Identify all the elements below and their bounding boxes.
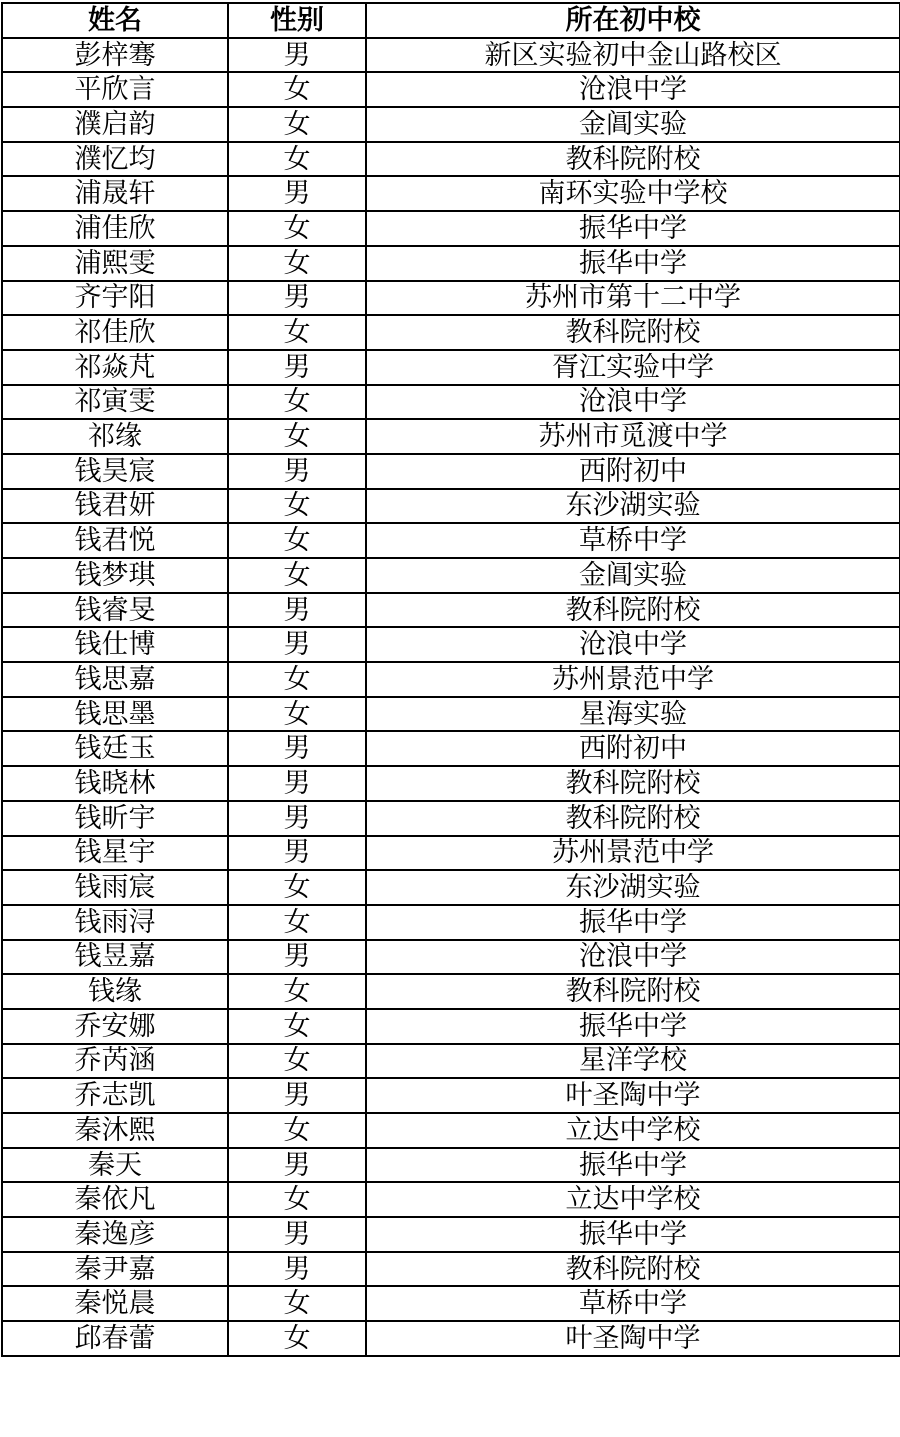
table-row [2,1321,900,1356]
cell-gender: 女 [228,558,366,593]
table-row [2,870,900,905]
cell-gender: 男 [228,1078,366,1113]
table-row [2,281,900,316]
table-row [2,974,900,1009]
table-row [2,523,900,558]
cell-name: 秦天 [2,1148,228,1183]
cell-gender: 男 [228,1148,366,1183]
table-row [2,1252,900,1287]
table-row [2,419,900,454]
cell-school: 草桥中学 [366,1286,900,1321]
table-row [2,593,900,628]
cell-name: 秦依凡 [2,1182,228,1217]
cell-gender: 女 [228,1182,366,1217]
cell-name: 乔芮涵 [2,1044,228,1079]
cell-name: 钱昊宸 [2,454,228,489]
table-row [2,107,900,142]
cell-gender: 男 [228,593,366,628]
table-row [2,142,900,177]
cell-gender: 女 [228,1321,366,1356]
cell-gender: 男 [228,801,366,836]
cell-school: 振华中学 [366,905,900,940]
cell-name: 秦逸彦 [2,1217,228,1252]
cell-school: 沧浪中学 [366,940,900,975]
table-row [2,385,900,420]
cell-school: 教科院附校 [366,974,900,1009]
cell-name: 钱梦琪 [2,558,228,593]
cell-school: 沧浪中学 [366,627,900,662]
cell-name: 濮启韵 [2,107,228,142]
cell-name: 钱君妍 [2,489,228,524]
cell-school: 星海实验 [366,697,900,732]
cell-school: 沧浪中学 [366,385,900,420]
cell-gender: 女 [228,419,366,454]
table-row [2,1009,900,1044]
cell-school: 星洋学校 [366,1044,900,1079]
cell-gender: 女 [228,142,366,177]
cell-name: 濮忆均 [2,142,228,177]
cell-gender: 男 [228,940,366,975]
cell-name: 钱君悦 [2,523,228,558]
cell-gender: 女 [228,72,366,107]
cell-gender: 男 [228,627,366,662]
cell-gender: 女 [228,385,366,420]
cell-school: 振华中学 [366,1217,900,1252]
table-row [2,38,900,73]
table-row [2,1148,900,1183]
cell-name: 秦尹嘉 [2,1252,228,1287]
cell-name: 钱昱嘉 [2,940,228,975]
cell-school: 金阊实验 [366,558,900,593]
cell-gender: 女 [228,870,366,905]
cell-school: 立达中学校 [366,1113,900,1148]
table-row [2,627,900,662]
cell-school: 苏州景范中学 [366,836,900,871]
cell-school: 教科院附校 [366,766,900,801]
cell-gender: 男 [228,176,366,211]
cell-name: 乔志凯 [2,1078,228,1113]
cell-name: 钱缘 [2,974,228,1009]
cell-school: 东沙湖实验 [366,870,900,905]
cell-school: 胥江实验中学 [366,350,900,385]
cell-gender: 男 [228,350,366,385]
cell-name: 秦悦晨 [2,1286,228,1321]
cell-name: 钱廷玉 [2,731,228,766]
cell-gender: 女 [228,974,366,1009]
cell-name: 祁寅雯 [2,385,228,420]
table-row [2,940,900,975]
table-header [2,3,900,38]
cell-school: 西附初中 [366,454,900,489]
cell-name: 钱雨浔 [2,905,228,940]
cell-name: 钱思嘉 [2,662,228,697]
cell-school: 叶圣陶中学 [366,1321,900,1356]
table-row [2,211,900,246]
table-row [2,489,900,524]
cell-school: 振华中学 [366,211,900,246]
cell-gender: 女 [228,1113,366,1148]
cell-name: 祁缘 [2,419,228,454]
cell-gender: 女 [228,315,366,350]
header-school: 所在初中校 [366,3,900,38]
cell-school: 东沙湖实验 [366,489,900,524]
cell-school: 草桥中学 [366,523,900,558]
table-row [2,1113,900,1148]
cell-school: 南环实验中学校 [366,176,900,211]
cell-gender: 男 [228,836,366,871]
cell-school: 叶圣陶中学 [366,1078,900,1113]
cell-name: 钱思墨 [2,697,228,732]
header-name: 姓名 [2,3,228,38]
cell-name: 钱星宇 [2,836,228,871]
cell-gender: 男 [228,1217,366,1252]
cell-gender: 女 [228,523,366,558]
table-row [2,315,900,350]
cell-school: 苏州市觅渡中学 [366,419,900,454]
cell-gender: 男 [228,766,366,801]
cell-school: 金阊实验 [366,107,900,142]
header-row [2,3,900,38]
cell-gender: 女 [228,1286,366,1321]
table-row [2,454,900,489]
cell-school: 教科院附校 [366,315,900,350]
table-row [2,1044,900,1079]
cell-school: 沧浪中学 [366,72,900,107]
table-row [2,558,900,593]
cell-name: 秦沐熙 [2,1113,228,1148]
cell-gender: 女 [228,489,366,524]
table-row [2,905,900,940]
header-gender: 性别 [228,3,366,38]
cell-gender: 女 [228,1009,366,1044]
cell-gender: 男 [228,38,366,73]
cell-school: 立达中学校 [366,1182,900,1217]
table-row [2,176,900,211]
table-row [2,1286,900,1321]
table-row [2,1182,900,1217]
cell-name: 浦熙雯 [2,246,228,281]
cell-school: 振华中学 [366,1009,900,1044]
table-row [2,697,900,732]
cell-name: 钱睿旻 [2,593,228,628]
cell-name: 邱春蕾 [2,1321,228,1356]
cell-name: 钱昕宇 [2,801,228,836]
cell-gender: 男 [228,281,366,316]
cell-name: 浦佳欣 [2,211,228,246]
cell-gender: 女 [228,107,366,142]
table-row [2,246,900,281]
cell-gender: 女 [228,211,366,246]
student-roster-table [1,2,900,1357]
cell-gender: 女 [228,905,366,940]
cell-name: 钱雨宸 [2,870,228,905]
cell-school: 苏州市第十二中学 [366,281,900,316]
table-row [2,836,900,871]
cell-name: 乔安娜 [2,1009,228,1044]
cell-gender: 男 [228,731,366,766]
table-row [2,662,900,697]
cell-school: 西附初中 [366,731,900,766]
cell-gender: 女 [228,246,366,281]
cell-name: 祁焱芃 [2,350,228,385]
table-row [2,1217,900,1252]
table-row [2,731,900,766]
cell-school: 教科院附校 [366,142,900,177]
cell-gender: 女 [228,1044,366,1079]
table-row [2,801,900,836]
cell-name: 祁佳欣 [2,315,228,350]
cell-gender: 女 [228,697,366,732]
cell-school: 振华中学 [366,246,900,281]
table-body [2,38,900,1356]
table-row [2,72,900,107]
cell-gender: 女 [228,662,366,697]
cell-school: 苏州景范中学 [366,662,900,697]
cell-name: 钱仕博 [2,627,228,662]
cell-name: 彭梓骞 [2,38,228,73]
cell-gender: 男 [228,1252,366,1287]
cell-name: 浦晟轩 [2,176,228,211]
table-row [2,766,900,801]
table-row [2,1078,900,1113]
table-row [2,350,900,385]
cell-name: 齐宇阳 [2,281,228,316]
cell-gender: 男 [228,454,366,489]
cell-school: 振华中学 [366,1148,900,1183]
cell-name: 钱晓林 [2,766,228,801]
cell-name: 平欣言 [2,72,228,107]
cell-school: 教科院附校 [366,801,900,836]
cell-school: 教科院附校 [366,1252,900,1287]
cell-school: 新区实验初中金山路校区 [366,38,900,73]
cell-school: 教科院附校 [366,593,900,628]
